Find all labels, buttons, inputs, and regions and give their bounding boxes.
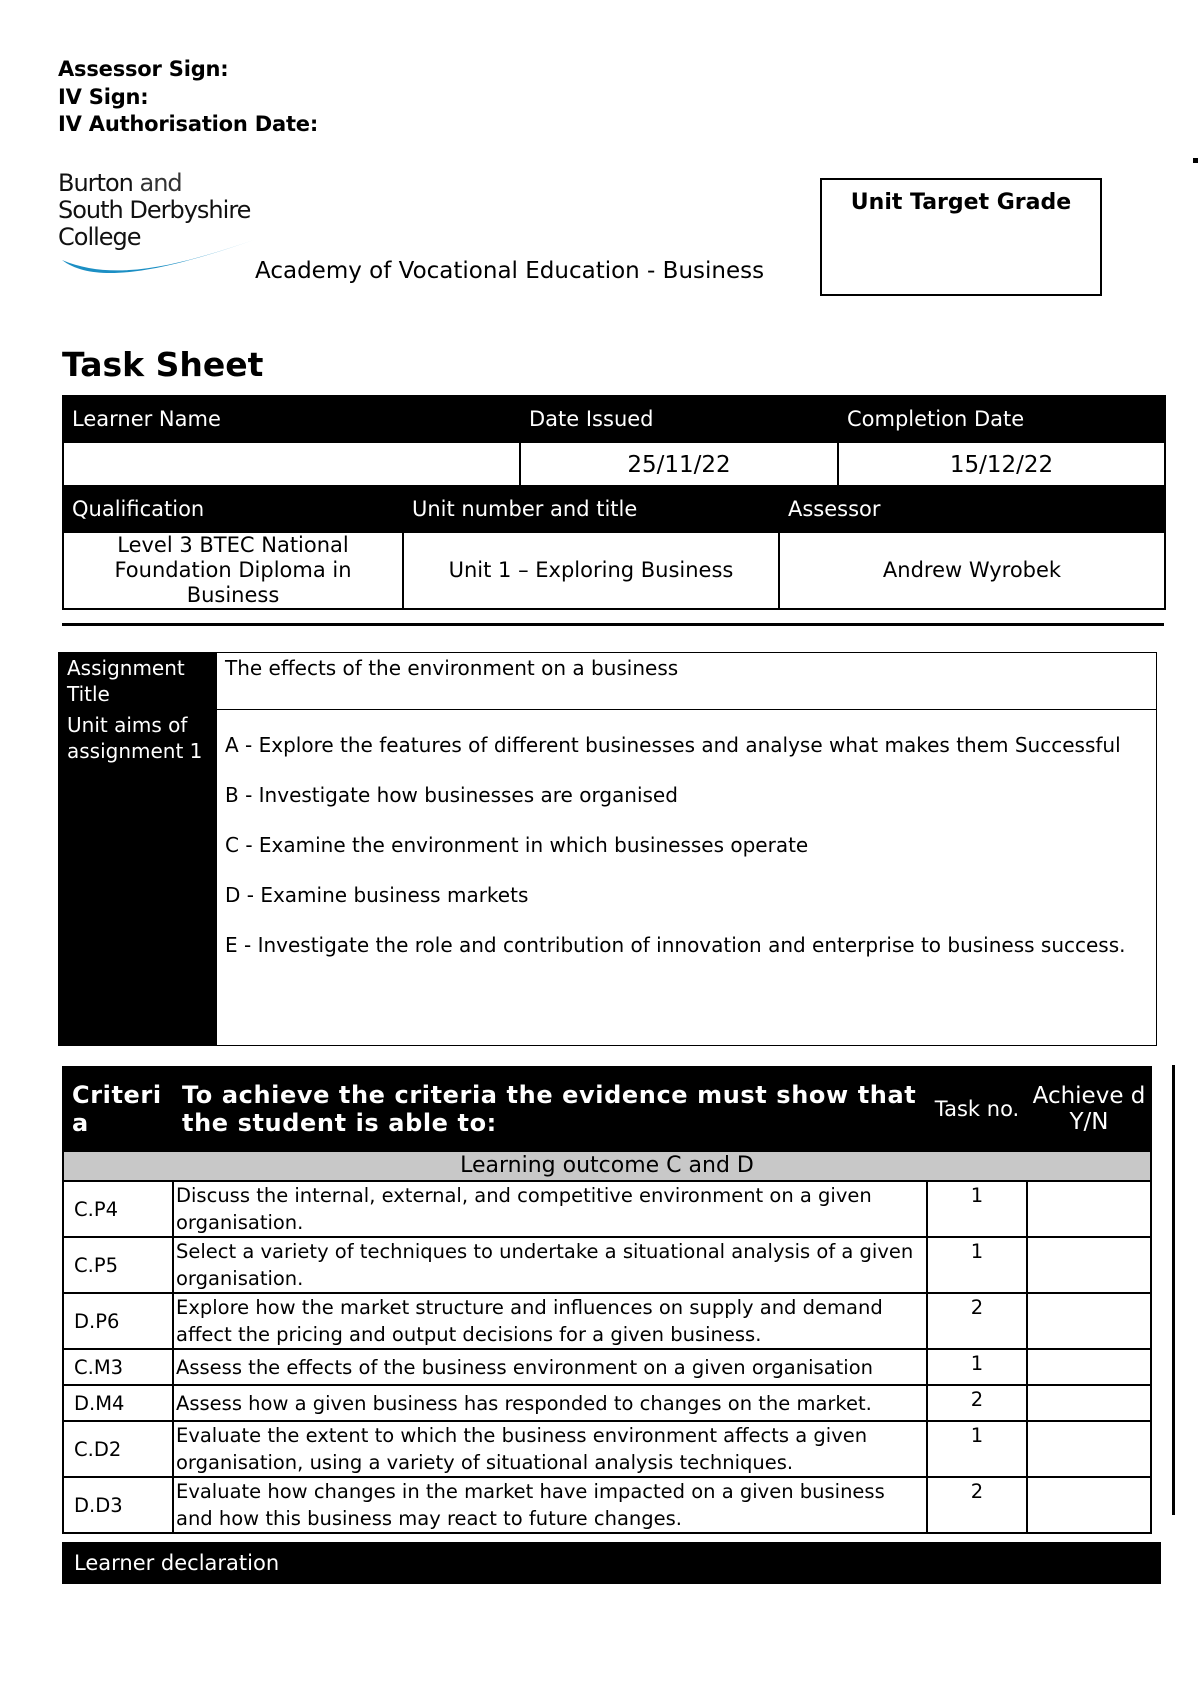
date-issued-header: Date Issued: [520, 396, 838, 442]
assignment-title-value: The effects of the environment on a business: [217, 653, 1157, 710]
criteria-code: D.M4: [63, 1385, 173, 1421]
learning-outcome-row: Learning outcome C and D: [63, 1151, 1151, 1181]
criteria-code: C.P4: [63, 1181, 173, 1237]
aim-e: E - Investigate the role and contribution of innovation and enterprise to business success.: [225, 933, 1126, 957]
assessor-value: Andrew Wyrobek: [779, 532, 1165, 609]
table-row: [63, 1421, 1151, 1477]
iv-authorisation-date-label: IV Authorisation Date:: [58, 112, 319, 136]
assignment-title-label: Assignment Title: [59, 653, 217, 710]
table-row: [63, 1181, 1151, 1237]
achieved-field[interactable]: [1027, 1349, 1151, 1385]
stray-mark: [1193, 158, 1198, 163]
learner-name-field[interactable]: [63, 442, 520, 488]
criteria-description: Discuss the internal, external, and competitive environment on a given organisation.: [173, 1181, 927, 1237]
logo-swoosh-icon: [58, 232, 258, 282]
achieved-field[interactable]: [1027, 1385, 1151, 1421]
unit-target-grade-box: [820, 178, 1102, 296]
learner-name-header: Learner Name: [63, 396, 520, 442]
college-logo: Burton and South Derbyshire College: [58, 170, 258, 285]
table-row: [63, 1385, 1151, 1421]
criteria-code: C.M3: [63, 1349, 173, 1385]
criteria-code: D.P6: [63, 1293, 173, 1349]
learner-info-table: [62, 395, 1166, 489]
assessor-sign-label: Assessor Sign:: [58, 57, 229, 81]
criteria-description: Assess the effects of the business environment on a given organisation: [173, 1349, 927, 1385]
criteria-code: C.P5: [63, 1237, 173, 1293]
signature-block: [58, 56, 318, 139]
aim-d: D - Examine business markets: [225, 883, 529, 907]
margin-bar: [1172, 1065, 1175, 1515]
assessor-header: Assessor: [779, 486, 1165, 532]
table-row: [63, 1293, 1151, 1349]
learner-declaration-header: Learner declaration: [62, 1542, 1161, 1584]
qualification-value: Level 3 BTEC National Foundation Diploma in Business: [63, 532, 403, 609]
criteria-table: [62, 1066, 1152, 1534]
evidence-column-header: To achieve the criteria the evidence must show that the student is able to:: [173, 1067, 927, 1151]
unit-value: Unit 1 – Exploring Business: [403, 532, 779, 609]
achieved-field[interactable]: [1027, 1181, 1151, 1237]
table-row: [63, 1237, 1151, 1293]
criteria-description: Evaluate how changes in the market have impacted on a given business and how this business may react to future changes.: [173, 1477, 927, 1533]
iv-sign-label: IV Sign:: [58, 84, 149, 109]
unit-aims-list: [217, 710, 1157, 1046]
task-number: 2: [927, 1477, 1027, 1533]
task-no-column-header: Task no.: [927, 1067, 1027, 1151]
qualification-header: Qualification: [63, 486, 403, 532]
task-number: 1: [927, 1237, 1027, 1293]
task-number: 2: [927, 1385, 1027, 1421]
task-number: 2: [927, 1293, 1027, 1349]
table-row: [63, 1477, 1151, 1533]
criteria-column-header: Criteri a: [63, 1067, 173, 1151]
aim-b: B - Investigate how businesses are organised: [225, 783, 678, 807]
qualification-table: [62, 485, 1166, 610]
unit-aims-label: Unit aims of assignment 1: [59, 710, 217, 1046]
completion-date-value: 15/12/22: [838, 442, 1165, 488]
aim-a: A - Explore the features of different businesses and analyse what makes them Successful: [225, 733, 1121, 757]
unit-header: Unit number and title: [403, 486, 779, 532]
task-number: 1: [927, 1421, 1027, 1477]
date-issued-value: 25/11/22: [520, 442, 838, 488]
table-row: [63, 1349, 1151, 1385]
task-number: 1: [927, 1349, 1027, 1385]
page-title: Task Sheet: [62, 345, 264, 384]
completion-date-header: Completion Date: [838, 396, 1165, 442]
achieved-field[interactable]: [1027, 1421, 1151, 1477]
criteria-description: Select a variety of techniques to undertake a situational analysis of a given organisation.: [173, 1237, 927, 1293]
assignment-table: [58, 652, 1157, 1046]
task-number: 1: [927, 1181, 1027, 1237]
divider: [62, 623, 1164, 626]
unit-target-grade-label: Unit Target Grade: [850, 190, 1072, 215]
criteria-description: Assess how a given business has responded to changes on the market.: [173, 1385, 927, 1421]
aim-c: C - Examine the environment in which businesses operate: [225, 833, 809, 857]
achieved-field[interactable]: [1027, 1237, 1151, 1293]
criteria-code: D.D3: [63, 1477, 173, 1533]
achieved-field[interactable]: [1027, 1477, 1151, 1533]
criteria-code: C.D2: [63, 1421, 173, 1477]
criteria-description: Explore how the market structure and influences on supply and demand affect the pricing and output decisions for a given business.: [173, 1293, 927, 1349]
academy-title: Academy of Vocational Education - Business: [255, 258, 765, 284]
criteria-description: Evaluate the extent to which the business environment affects a given organisation, using a variety of situational analysis techniques.: [173, 1421, 927, 1477]
achieved-column-header: Achieve d Y/N: [1027, 1067, 1151, 1151]
achieved-field[interactable]: [1027, 1293, 1151, 1349]
